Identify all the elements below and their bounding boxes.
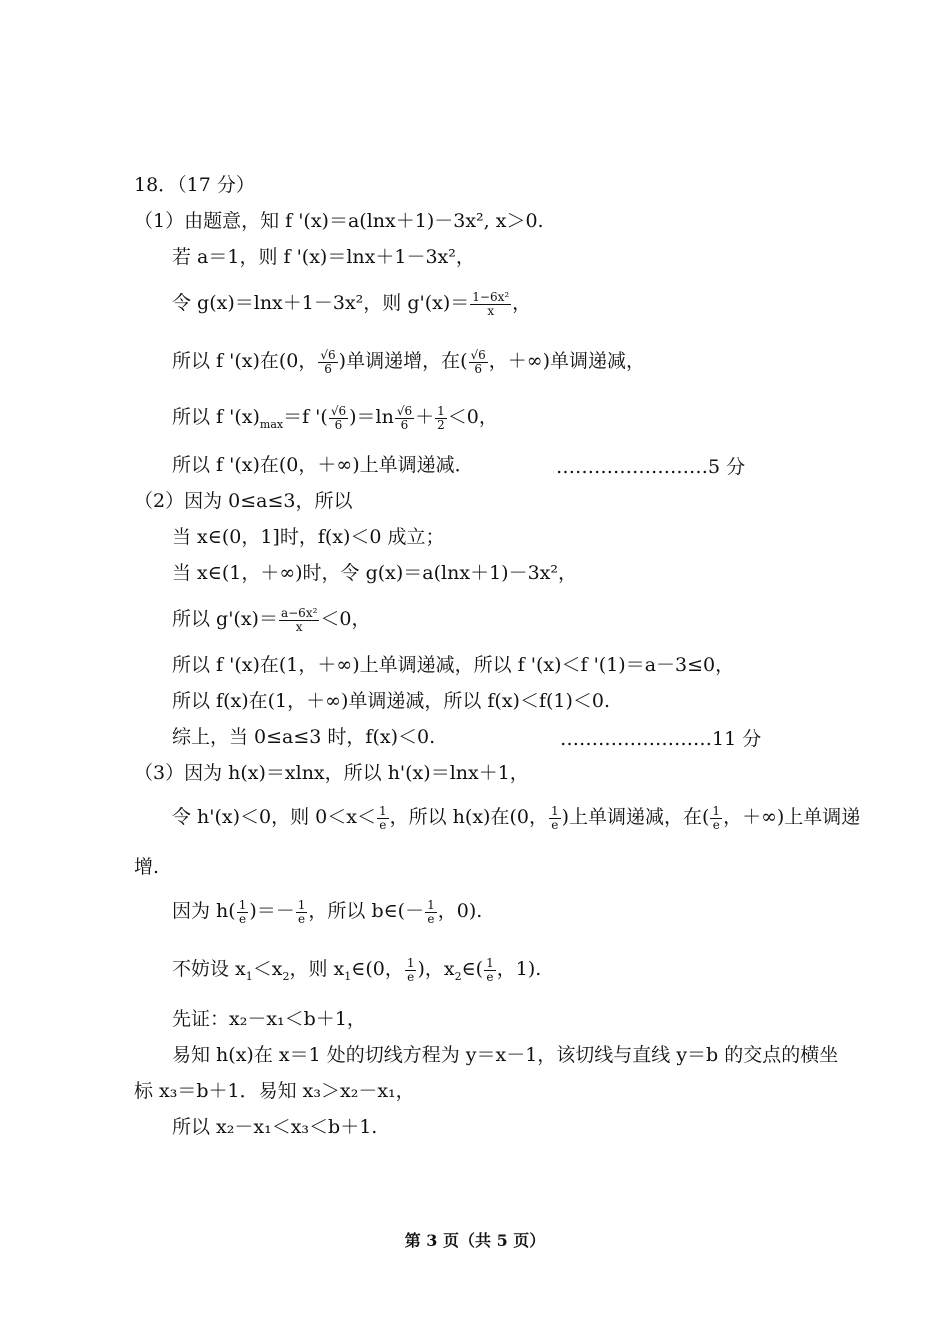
part3-line5: 不妨设 $x_1<x_2$，则 $x_1\in(0$， $\frac{1}{e}$ )，$x_2\in$( $\frac{1}{e}$ ，1).: [172, 955, 542, 984]
part3-line7: 易知 h(x)在 x＝1 处的切线方程为 y＝x－1，该切线与直线 y＝b 的交点的横坐: [172, 1044, 839, 1066]
part3-line1: （3）因为 h(x)＝xlnx，所以 h'(x)＝lnx＋1，: [134, 762, 529, 784]
part2-line5: 所以 f '(x)在(1，＋∞)上单调递减，所以 f '(x)＜f '(1)＝a－3≤0，: [172, 654, 735, 676]
part3-line8: 标 x₃＝b＋1．易知 x₃＞x₂－x₁，: [134, 1080, 415, 1102]
part1-line1: （1）由题意，知 f '(x)＝a(lnx＋1)－3x², x＞0.: [134, 210, 544, 232]
question-header: 18．（17 分）: [134, 174, 255, 196]
part2-score: ……………………11 分: [560, 728, 762, 750]
part1-line3: 令 g(x)＝lnx＋1－3x²，则 g'(x)＝ $\frac{\text{1−6x²}}{x}$ ，: [172, 289, 532, 318]
part1-line2: 若 a＝1，则 f '(x)＝lnx＋1－3x²，: [172, 246, 475, 268]
part1-line4: 所以 f '(x)在(0， $\frac{√6}{6}$ )单调递增，在( $\frac{√6}{6}$ ，＋∞)单调递减，: [172, 347, 646, 376]
part1-line5: 所以 f '$(x)_{max}=f$ '( $\frac{√6}{6}$ )＝ln $\frac{√6}{6}$ ＋ $\frac{1}{2}$ ＜0，: [172, 403, 498, 432]
part1-score: ……………………5 分: [556, 456, 746, 478]
part3-line6: 先证：x₂－x₁＜b＋1，: [172, 1008, 366, 1030]
part3-line3: 增.: [134, 856, 160, 878]
part2-line3: 当 x∈(1，＋∞)时，令 g(x)＝a(lnx＋1)－3x²，: [172, 562, 577, 584]
part2-line2: 当 x∈(0，1]时，f(x)＜0 成立；: [172, 526, 445, 548]
part1-line6: 所以 f '(x)在(0，＋∞)上单调递减．: [172, 454, 474, 476]
part3-line4: 因为 h( $\frac{1}{e}$ )＝－ $\frac{1}{e}$ ，所以 b∈(－ $\frac{1}{e}$ ，0).: [172, 897, 483, 926]
part2-line1: （2）因为 0≤a≤3，所以: [134, 490, 353, 512]
part2-line4: 所以 g'(x)＝ $\frac{\text{a−6x²}}{x}$ ＜0，: [172, 605, 371, 634]
part2-line6: 所以 f(x)在(1，＋∞)单调递减，所以 f(x)＜f(1)＜0.: [172, 690, 611, 712]
page-footer: 第 3 页（共 5 页）: [404, 1231, 546, 1250]
part3-line2: 令 h'(x)＜0，则 0＜x＜ $\frac{1}{e}$ ，所以 h(x)在(0， $\frac{1}{e}$ )上单调递减，在( $\frac{1}{e}$ ，＋∞)上单调递: [172, 803, 861, 832]
part2-line7: 综上，当 0≤a≤3 时，f(x)＜0.: [172, 726, 436, 748]
part3-line9: 所以 x₂－x₁＜x₃＜b＋1.: [172, 1116, 378, 1138]
